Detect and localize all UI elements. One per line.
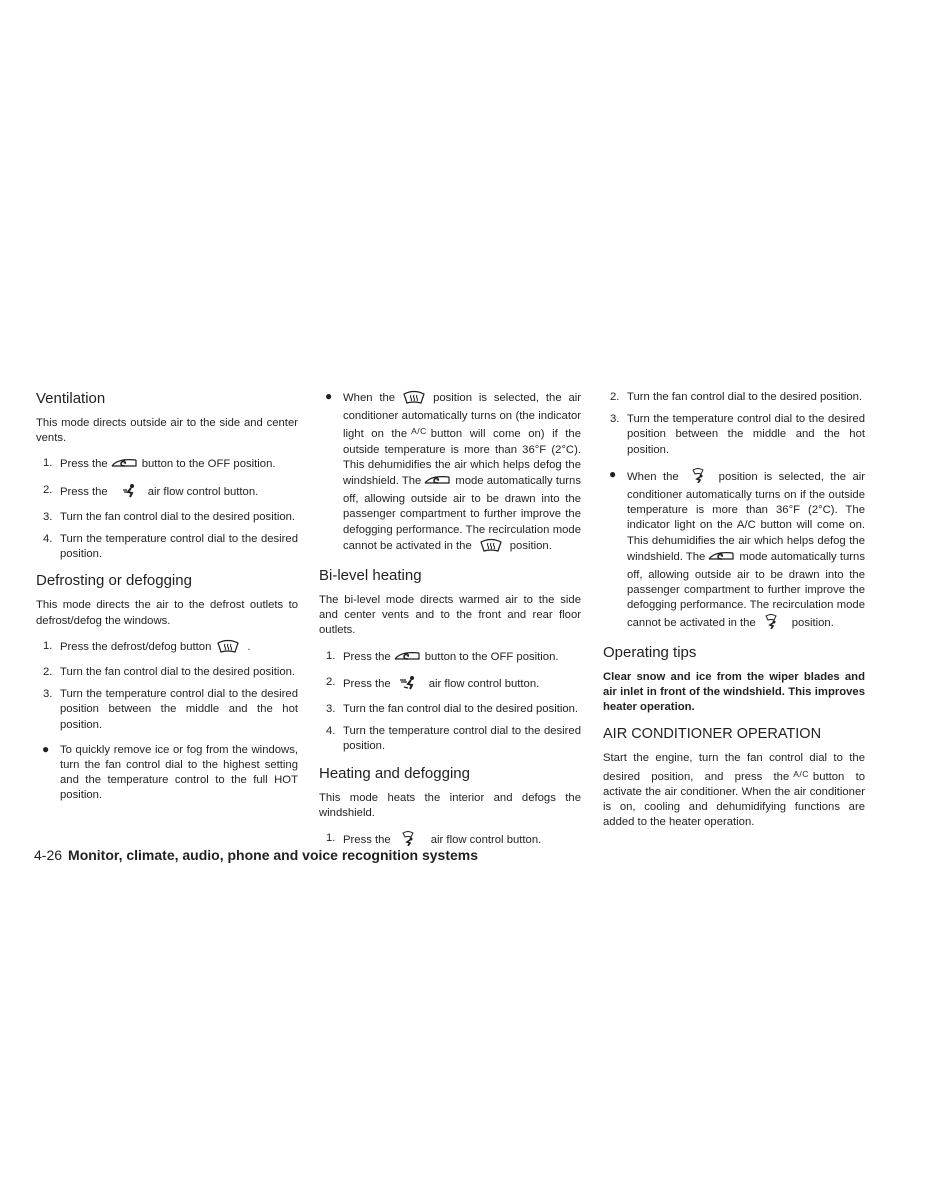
list-item: ● When the position is selected, the air conditioner automatically turns on if the outside temperature is more than 36°F (2°C). The indicator light on the A/C button will come on. This dehumidifies the air which helps defog the windshield. The mode automatically turns off, allowing outside air to be drawn into the passenger compartment to further improve the defogging performance. The recirculation mode cannot be activated in the position.: [603, 468, 865, 634]
heating-defogging-intro: This mode heats the interior and defogs the windshield.: [319, 791, 581, 819]
defrosting-intro: This mode directs the air to the defrost outlets to defrost/defog the windows.: [36, 599, 298, 627]
recirculation-icon: [110, 456, 140, 475]
vent-mode-icon: [122, 483, 136, 503]
column-3: [603, 390, 865, 840]
list-item: 1. Press the button to the OFF position.: [319, 649, 581, 668]
list-item: 3. Turn the temperature control dial to the desired position between the middle and the hot position.: [610, 413, 865, 456]
floor-defrost-icon: [764, 614, 778, 634]
ac-operation-heading: AIR CONDITIONER OPERATION: [603, 726, 822, 743]
operating-tips-heading: Operating tips: [603, 643, 697, 661]
heating-defogging-heading: Heating and defogging: [319, 764, 470, 782]
bilevel-heading: Bi-level heating: [319, 567, 422, 585]
list-item: 4. Turn the temperature control dial to the desired position.: [43, 533, 298, 561]
floor-defrost-icon: [691, 468, 705, 488]
bilevel-intro: The bi-level mode directs warmed air to the side and center vents and to the front and rear floor outlets.: [319, 594, 581, 637]
column-1: [36, 390, 298, 814]
operating-tips-text: Clear snow and ice from the wiper blades and air inlet in front of the windshield. This improves heater operation.: [603, 670, 865, 714]
recirculation-icon: [423, 473, 453, 492]
list-item: 3. Turn the fan control dial to the desired position.: [43, 510, 296, 523]
ventilation-heading: Ventilation: [36, 390, 106, 407]
list-item: 4. Turn the temperature control dial to the desired position.: [326, 725, 581, 753]
ventilation-intro: This mode directs outside air to the side and center vents.: [36, 417, 298, 445]
bi-level-icon: [399, 675, 417, 695]
list-item: 3. Turn the temperature control dial to the desired position between the middle and the hot position.: [43, 688, 298, 731]
list-item: 1. Press the defrost/defog button .: [36, 639, 298, 658]
heating-defogging-steps-continued: [603, 390, 865, 458]
defrost-note: [319, 390, 581, 557]
list-item: 3. Turn the fan control dial to the desired position.: [326, 703, 579, 716]
chapter-title: Monitor, climate, audio, phone and voice recognition systems: [68, 847, 478, 863]
list-item: ● To quickly remove ice or fog from the windows, turn the fan control dial to the highest setting and the temperature control to the full HOT position.: [42, 741, 298, 802]
defrost-icon: [217, 639, 239, 658]
ventilation-steps: [36, 456, 298, 562]
list-item: 2. Press the air flow control button.: [319, 675, 581, 695]
defrosting-tips: [36, 743, 298, 804]
ac-label: A/C: [411, 426, 427, 437]
defrost-icon: [403, 390, 425, 409]
list-item: 2. Turn the fan control dial to the desired position.: [43, 666, 296, 679]
ac-operation-text: Start the engine, turn the fan control dial to the desired position, and press the $^{A/C}$ button to activate the air conditioner. When the air conditioner is on, cooling and dehumidifying functions are added to the heater operation.: [603, 752, 865, 829]
page-footer: [34, 847, 478, 863]
defrost-icon: [480, 538, 502, 557]
defrosting-heading: Defrosting or defogging: [36, 572, 192, 590]
bilevel-steps: [319, 649, 581, 755]
column-2: [319, 390, 581, 861]
list-item: 2. Turn the fan control dial to the desired position.: [610, 391, 863, 403]
list-item: 1. Press the button to the OFF position.: [36, 456, 298, 475]
ac-label: A/C: [793, 768, 809, 779]
list-item: 2. Press the air flow control button.: [36, 483, 298, 503]
defrosting-steps: [36, 639, 298, 733]
page-number: 4-26: [34, 847, 63, 863]
recirculation-icon: [707, 549, 737, 568]
recirculation-icon: [393, 649, 423, 668]
list-item: ● When the position is selected, the air conditioner automatically turns on (the indicator light on the $^{A/C}$ button will come on) if the outside temperature is more than 36°F (2°C). This dehumidifies the air which helps defog the windshield. The mode automatically turns off, allowing outside air to be drawn into the passenger compartment to further improve the defogging performance. The recirculation mode cannot be activated in the position.: [319, 390, 581, 557]
heating-defogging-note: [603, 468, 865, 634]
list-item: 1. Press the air flow control button.: [319, 831, 581, 851]
